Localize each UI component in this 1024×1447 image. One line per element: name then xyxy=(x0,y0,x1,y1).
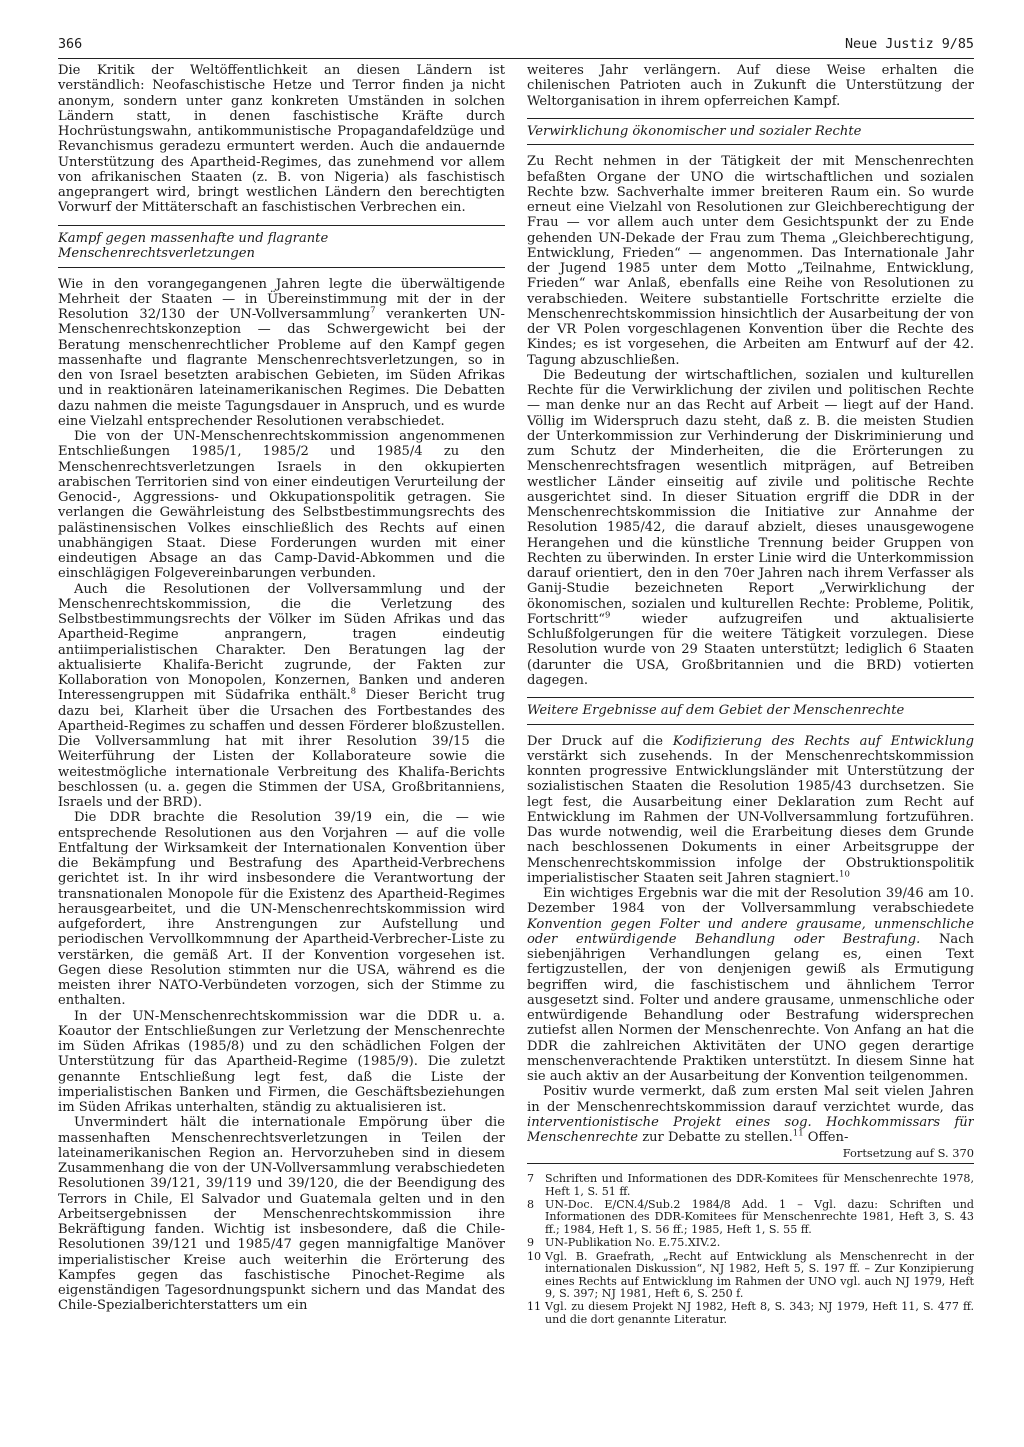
paragraph: Die von der UN-Menschenrechtskommission angenommenen Entschließungen 1985/1, 1985/2 und 1985/4 zu den Menschenrechtsverletzungen Israels in den okkupierten arabischen Territorien sind von einer eindeutigen Verurteilung der Genocid-, Aggressions- und Okkupationspolitik getragen. Sie verlangen die Gewährleistung des Selbstbestimmungsrechts des palästinensischen Volkes einschließlich des Rechts auf einen unabhängigen Staat. Diese Forderungen wurden mit einer eindeutigen Absage an das Camp-David-Abkommen und die einschlägigen Folgevereinbarungen verbunden. xyxy=(58,429,505,582)
paragraph: Auch die Resolutionen der Vollversammlung und der Menschenrechtskommission, die die Verletzung des Selbstbestimmungsrechts der Völker im Süden Afrikas und das Apartheid-Regime anprangern, tragen eindeutig antiimperialistischen Charakter. Den Beratungen lag der aktualisierte Khalifa-Bericht zugrunde, der Fakten zur Kollaboration von Monopolen, Konzernen, Banken und anderen Interessengruppen mit Südafrika enthält.$^8$ Dieser Bericht trug dazu bei, Klarheit über die Ursachen des Fortbestandes des Apartheid-Regimes zu schaffen und dessen Förderer bloßzustellen. Die Vollversammlung hat mit ihrer Resolution 39/15 die Weiterführung der Listen der Kollaborateure sowie die weitestmögliche internationale Verbreitung des Khalifa-Berichts beschlossen (u. a. gegen die Stimmen der USA, Großbritanniens, Israels und der BRD). xyxy=(58,581,505,810)
footnote-ref[interactable]: 9 xyxy=(604,610,611,621)
paragraph: Unvermindert hält die internationale Empörung über die massenhaften Menschenrechtsverletzungen in Teilen der lateinamerikanischen Region an. Hervorzuheben sind in diesem Zusammenhang die von der UN-Vollversammlung verabschiedeten Resolutionen 39/121, 39/119 und 39/120, die der Beendigung des Terrors in Chile, El Salvador und Guatemala gelten und in den Arbeitsergebnissen der Menschenrechtskommission ihre Bekräftigung fanden. Wichtig ist insbesondere, daß die Chile-Resolutionen 39/121 und 1985/47 gegen mannigfaltige Manöver imperialistischer Kreise auch weiterhin die Erörterung des Kampfes gegen das faschistische Pinochet-Regime als eigenständigen Tagesordnungspunkt sichern und das Mandat des Chile-Spezialberichterstatters um ein xyxy=(58,1115,505,1314)
footnotes xyxy=(527,1173,974,1326)
footnote: 9 UN-Publikation No. E.75.XIV.2. xyxy=(527,1236,721,1250)
footnote-ref[interactable]: 8 xyxy=(350,686,357,697)
journal-issue: Neue Justiz 9/85 xyxy=(845,37,974,52)
paragraph: In der UN-Menschenrechtskommission war die DDR u. a. Koautor der Entschließungen zur Verletzung der Menschenrechte im Süden Afrikas (1985/8) und zu den schädlichen Folgen der Unterstützung für das Apartheid-Regime (1985/9). Die zuletzt genannte Entschließung legt fest, daß die Liste der imperialistischen Banken und Firmen, die Geschäftsbeziehungen im Süden Afrikas unterhalten, ständig zu aktualisieren ist. xyxy=(58,1008,505,1115)
footnote: 11 Vgl. zu diesem Projekt NJ 1982, Heft 8, S. 343; NJ 1979, Heft 11, S. 477 ff. und die dort genannte Literatur. xyxy=(527,1300,974,1326)
paragraph: Zu Recht nehmen in der Tätigkeit der mit Menschenrechten befaßten Organe der UNO die wirtschaftlichen und sozialen Rechte bzw. Sachverhalte immer breiteren Raum ein. So wurde erneut eine Vielzahl von Resolutionen zur Gleichberechtigung der Frau — vor allem auch unter dem Gesichtspunkt der zu Ende gehenden UN-Dekade der Frau zum Thema „Gleichberechtigung, Entwicklung, Frieden“ — angenommen. Das Internationale Jahr der Jugend 1985 unter dem Motto „Teilnahme, Entwicklung, Frieden“ war Anlaß, ebenfalls eine Reihe von Resolutionen zu verabschieden. Weitere substantielle Fortschritte erzielte die Menschenrechtskommission hinsichtlich der Ausarbeitung der von der VR Polen vorgeschlagenen Konvention über die Rechte des Kindes; es ist vorgesehen, die Arbeiten am Entwurf auf der 42. Tagung abzuschließen. xyxy=(527,154,974,368)
right-column xyxy=(527,63,974,1327)
two-column-body xyxy=(58,63,974,1327)
paragraph: Der Druck auf die Kodifizierung des Rechts auf Entwicklung verstärkt sich zusehends. In der Menschenrechtskommission konnten progressive Entwicklungsländer mit Unterstützung der sozialistischen Staaten die Resolution 1985/43 durchsetzen. Sie legt fest, die Ausarbeitung einer Deklaration zum Recht auf Entwicklung im Rahmen der UN-Vollversammlung fortzuführen. Das wurde notwendig, weil die Erarbeitung dieses dem Grunde nach beschlossenen Dokuments in einer Arbeitsgruppe der Menschenrechtskommission infolge der Obstruktionspolitik imperialistischer Staaten seit Jahren stagniert.$^{10}$ xyxy=(527,733,974,886)
footnote: 10 Vgl. B. Graefrath, „Recht auf Entwicklung als Menschenrecht in der internationalen Diskussion“, NJ 1982, Heft 5, S. 197 ff. – Zur Konzipierung eines Rechts auf Entwicklung im Rahmen der UNO vgl. auch NJ 1979, Heft 9, S. 397; NJ 1981, Heft 6, S. 250 f. xyxy=(527,1249,974,1300)
running-head xyxy=(58,36,974,59)
page-number: 366 xyxy=(58,37,83,52)
section-heading: Kampf gegen massenhafte und flagrante Menschenrechtsverletzungen xyxy=(58,225,505,268)
paragraph: Ein wichtiges Ergebnis war die mit der Resolution 39/46 am 10. Dezember 1984 von der Vollversammlung verabschiedete Konvention gegen Folter und andere grausame, unmenschliche oder entwürdigende Behandlung oder Bestrafung. Nach siebenjährigen Verhandlungen gelang es, einen Text fertigzustellen, der von denjenigen gewiß als Ermutigung begriffen wird, die faschistischem und ähnlichem Terror ausgesetzt sind. Folter und andere grausame, unmenschliche oder entwürdigende Behandlung oder Bestrafung widersprechen zutiefst allen Normen der Menschenrechte. Von Anfang an hat die DDR die zahlreichen Aktivitäten der UNO gegen derartige menschenverachtende Praktiken unterstützt. In diesem Sinne hat sie auch aktiv an der Ausarbeitung der Konvention teilgenommen. xyxy=(527,886,974,1084)
footnote: 8 UN-Doc. E/CN.4/Sub.2 1984/8 Add. 1 – Vgl. dazu: Schriften und Informationen des DDR-Komitees für Menschenrechte 1981, Heft 3, S. 43 ff.; 1984, Heft 1, S. 56 ff.; 1985, Heft 1, S. 55 ff. xyxy=(527,1198,974,1236)
paragraph: Positiv wurde vermerkt, daß zum ersten Mal seit vielen Jahren in der Menschenrechtskommission darauf verzichtet wurde, das interventionistische Projekt eines sog. Hochkommissars für Menschenrechte zur Debatte zu stellen.$^{11}$ Offen- xyxy=(527,1084,974,1145)
section-heading: Weitere Ergebnisse auf dem Gebiet der Menschenrechte xyxy=(527,697,974,725)
paragraph: Die DDR brachte die Resolution 39/19 ein, die — wie entsprechende Resolutionen aus den Vorjahren — auf die volle Entfaltung der Wirksamkeit der Internationalen Konvention über die Bekämpfung und Bestrafung des Apartheid-Verbrechens gerichtet ist. In ihr wird insbesondere die Verantwortung der transnationalen Monopole für die Existenz des Apartheid-Regimes herausgearbeitet, und die UN-Menschenrechtskommission wird aufgefordert, ihre Anstrengungen zur Aufstellung und periodischen Vervollkommnung der Apartheid-Verbrecher-Liste zu verstärken, die gemäß Art. II der Konvention vorgesehen ist. Gegen diese Resolution stimmten nur die USA, während es die meisten ihrer NATO-Verbündeten vorzogen, sich der Stimme zu enthalten. xyxy=(58,810,505,1009)
footnote-ref[interactable]: 11 xyxy=(792,1128,804,1139)
paragraph: weiteres Jahr verlängern. Auf diese Weise erhalten die chilenischen Patrioten auch in Zukunft die Unterstützung der Weltorganisation in ihrem opferreichen Kampf. xyxy=(527,63,974,109)
footnote-ref[interactable]: 7 xyxy=(370,305,376,316)
paragraph: Wie in den vorangegangenen Jahren legte die überwältigende Mehrheit der Staaten — in Übereinstimmung mit der in der Resolution 32/130 der UN-Vollversammlung$^7$ verankerten UN-Menschenrechtskonzeption — das Schwergewicht bei der Beratung menschenrechtlicher Probleme auf den Kampf gegen massenhafte und flagrante Menschenrechtsverletzungen, so in den von Israel besetzten arabischen Gebieten, im Süden Afrikas und in reaktionären lateinamerikanischen Regimes. Die Debatten dazu nahmen die meiste Tagungsdauer in Anspruch, und es wurde eine Vielzahl entsprechender Resolutionen verabschiedet. xyxy=(58,276,505,429)
section-heading: Verwirklichung ökonomischer und sozialer Rechte xyxy=(527,118,974,146)
left-column xyxy=(58,63,505,1327)
continued-on-page: Fortsetzung auf S. 370 xyxy=(527,1146,974,1164)
footnote-ref[interactable]: 10 xyxy=(839,869,850,880)
footnote: 7 Schriften und Informationen des DDR-Komitees für Menschenrechte 1978, Heft 1, S. 51 ff. xyxy=(527,1172,974,1198)
paragraph: Die Bedeutung der wirtschaftlichen, sozialen und kulturellen Rechte für die Verwirklichung der zivilen und politischen Rechte — man denke nur an das Recht auf Arbeit — liegt auf der Hand. Völlig im Widerspruch dazu steht, daß z. B. die meisten Studien der Unterkommission zur Verhinderung der Diskriminierung und zum Schutz der Minderheiten, die die Erörterungen zu Menschenrechtsfragen wesentlich mitprägen, auf Betreiben westlicher Länder einseitig auf zivile und politische Rechte ausgerichtet sind. In dieser Situation ergriff die DDR in der Menschenrechtskommission die Initiative zur Annahme der Resolution 1985/42, die darauf abzielt, dieses unausgewogene Herangehen und die künstliche Trennung beider Gruppen von Rechten zu überwinden. In erster Linie wird die Unterkommission darauf orientiert, den in den 70er Jahren nach ihrem Verfasser als Ganij-Studie bezeichneten Report „Verwirklichung der ökonomischen, sozialen und kulturellen Rechte: Probleme, Politik, Fortschritt“$^9$ wieder aufzugreifen und aktualisierte Schlußfolgerungen für die weitere Tätigkeit vorzulegen. Diese Resolution wurde von 29 Staaten unterstützt; lediglich 6 Staaten (darunter die USA, Großbritannien und die BRD) votierten dagegen. xyxy=(527,367,974,688)
paragraph: Die Kritik der Weltöffentlichkeit an diesen Ländern ist verständlich: Neofaschistische Hetze und Terror finden ja nicht anonym, sondern unter ganz konkreten Umständen in solchen Ländern statt, in denen faschistische Kräfte durch Hochrüstungswahn, antikommunistische Propagandafeldzüge und Revanchismus geradezu ermuntert werden. Auch die andauernde Unterstützung des Apartheid-Regimes, das zunehmend vor allem von afrikanischen Staaten (z. B. von Nigeria) als faschistisch angeprangert wird, bringt westlichen Ländern den berechtigten Vorwurf der Mittäterschaft an faschistischen Verbrechen ein. xyxy=(58,63,505,216)
